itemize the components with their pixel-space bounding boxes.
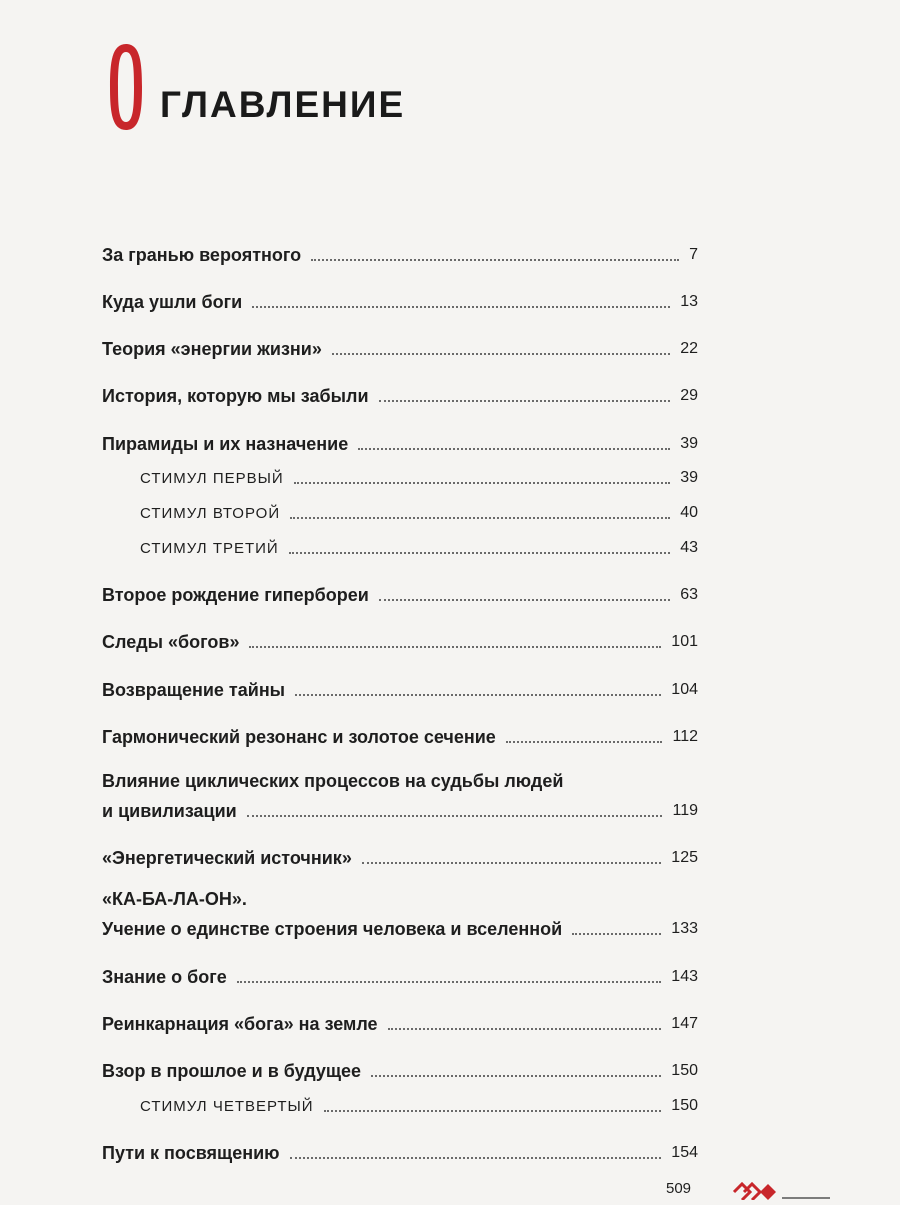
dot-leader: [371, 1075, 661, 1077]
toc-entry-title: Реинкарнация «бога» на земле: [102, 1014, 378, 1034]
toc-entry: [102, 291, 698, 313]
toc-entry-page: 147: [671, 1015, 698, 1032]
toc-entry-title: Куда ушли боги: [102, 292, 243, 312]
dot-leader: [379, 599, 670, 601]
toc-entry: [102, 918, 698, 940]
dot-leader: [294, 482, 671, 484]
toc-entry: [102, 1060, 698, 1082]
toc-entry-title: СТИМУЛ ЧЕТВЕРТЫЙ: [140, 1098, 314, 1115]
dot-leader: [572, 933, 661, 935]
toc-entry-page: 150: [671, 1097, 698, 1114]
dot-leader: [252, 306, 670, 308]
toc-entry-page: 22: [680, 340, 698, 357]
toc-entry-page: 101: [671, 633, 698, 650]
toc-entry-title: и цивилизации: [102, 801, 237, 821]
toc-entry: [102, 1142, 698, 1164]
toc-entry: [102, 726, 698, 748]
toc-entry-page: 112: [672, 728, 698, 745]
toc-entry-page: 104: [671, 681, 698, 698]
toc-entry-title: СТИМУЛ ВТОРОЙ: [140, 505, 281, 522]
toc-entry: [102, 966, 698, 988]
toc-entry-page: 39: [680, 469, 698, 486]
dot-leader: [324, 1110, 662, 1112]
dot-leader: [247, 815, 663, 817]
toc-entry: [102, 800, 698, 822]
toc-entry-page: 13: [680, 293, 698, 310]
toc-entry-title-line: «КА-БА-ЛА-ОН».: [102, 889, 247, 909]
toc-entry-page: 43: [680, 539, 698, 556]
drop-cap-o-icon: [104, 40, 148, 134]
toc-entry: [102, 679, 698, 701]
toc-entry-page: 150: [671, 1062, 698, 1079]
toc-subentry: [140, 537, 698, 559]
toc-entry-title: Пути к посвящению: [102, 1143, 280, 1163]
dot-leader: [362, 862, 661, 864]
toc-entry-page: 133: [671, 920, 698, 937]
dot-leader: [237, 981, 662, 983]
toc-entry-page: 40: [680, 504, 698, 521]
toc-entry: [102, 338, 698, 360]
drop-cap-initial: [104, 40, 148, 134]
dot-leader: [506, 741, 663, 743]
toc-entry-page: 29: [680, 387, 698, 404]
publisher-logo-icon: [730, 1180, 900, 1200]
dot-leader: [289, 552, 670, 554]
toc-entry-title: Знание о боге: [102, 967, 227, 987]
dot-leader: [388, 1028, 662, 1030]
toc-entry: [102, 847, 698, 869]
toc-entry-title: «Энергетический источник»: [102, 848, 352, 868]
dot-leader: [358, 448, 670, 450]
toc-entry-title: Теория «энергии жизни»: [102, 339, 322, 359]
dot-leader: [311, 259, 679, 261]
toc-entry-title: Взор в прошлое и в будущее: [102, 1061, 362, 1081]
toc-entry-title: За гранью вероятного: [102, 245, 302, 265]
toc-entry-title: История, которую мы забыли: [102, 386, 369, 406]
toc-entry: [102, 433, 698, 455]
dot-leader: [332, 353, 670, 355]
toc-entry-title-line: Влияние циклических процессов на судьбы людей: [102, 771, 564, 791]
toc-entry-title: Учение о единстве строения человека и вселенной: [102, 919, 563, 939]
toc-entry-title: Гармонический резонанс и золотое сечение: [102, 727, 496, 747]
heading-text: ГЛАВЛЕНИЕ: [160, 84, 406, 125]
toc-entry-page: 154: [671, 1144, 698, 1161]
dot-leader: [290, 1157, 662, 1159]
dot-leader: [379, 400, 671, 402]
toc-entry-title: СТИМУЛ ПЕРВЫЙ: [140, 470, 284, 487]
toc-entry-title: Пирамиды и их назначение: [102, 434, 349, 454]
toc-subentry: [140, 1095, 698, 1117]
toc-entry: [102, 244, 698, 266]
toc-entry-page: 39: [680, 435, 698, 452]
toc-entry-page: 143: [671, 968, 698, 985]
dot-leader: [295, 694, 661, 696]
toc-subentry: [140, 467, 698, 489]
dot-leader: [290, 517, 670, 519]
page-number: 509: [666, 1180, 692, 1197]
toc-entry: [102, 1013, 698, 1035]
toc-subentry: [140, 502, 698, 524]
toc-entry: [102, 631, 698, 653]
toc-entry: [102, 584, 698, 606]
toc-entry-title: Следы «богов»: [102, 632, 240, 652]
toc-entry: [102, 385, 698, 407]
toc-entry-page: 125: [671, 849, 698, 866]
toc-entry-page: 119: [672, 802, 698, 819]
toc-entry-page: 63: [680, 586, 698, 603]
toc-entry-title: Возвращение тайны: [102, 680, 286, 700]
toc-entry-title: Второе рождение гипербореи: [102, 585, 369, 605]
dot-leader: [249, 646, 661, 648]
toc-entry-page: 7: [689, 246, 698, 263]
toc-entry-title: СТИМУЛ ТРЕТИЙ: [140, 540, 279, 557]
